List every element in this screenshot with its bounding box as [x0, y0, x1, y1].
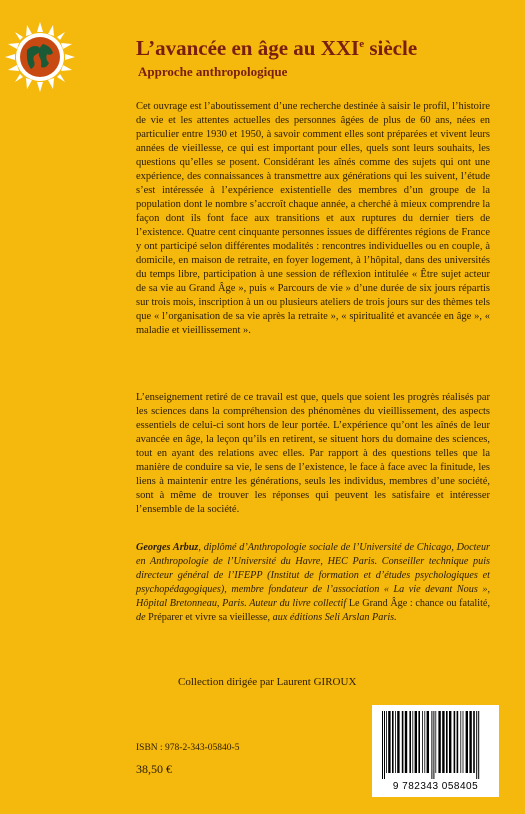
- author-biography: [136, 541, 490, 625]
- collection-director: Collection dirigée par Laurent GIROUX: [178, 676, 357, 688]
- author-book-title-2: Préparer et vivre sa vieillesse,: [145, 612, 271, 623]
- title-end: siècle: [364, 36, 418, 60]
- description-paragraph-2: L’enseignement retiré de ce travail est que, quels que soient les progrès réalisés par les sciences dans la compréhension des phénomènes du vieillissement, des aspects essentiels de celui-ci sont hors de leur portée. L’expérience qu’ont les aînés de leur avancée en âge, la leçon qu’ils en retirent, se situent hors du domaine des sciences, tout en ayant des relations avec elles. Par rapport à des questions telles que la manière de conduire sa vie, le sens de l’existence, le face à face avec la finitude, les liens à maintenir entre les générations, seuls les individus, membres d’une société, sont à même de trouver les réponses qui peuvent les satisfaire et intéresser l’ensemble de la société.: [136, 392, 490, 515]
- book-title: [136, 36, 417, 61]
- author-bio-text-3: aux éditions Seli Arslan Paris.: [270, 612, 397, 623]
- author-bio-text-2: de: [136, 612, 146, 623]
- book-subtitle: Approche anthropologique: [138, 64, 288, 79]
- barcode-digits: 9 782343 058405: [392, 781, 479, 792]
- author-book-title-1: Le Grand Âge : chance ou fatalité,: [346, 598, 490, 609]
- barcode-bars: [380, 711, 491, 779]
- barcode: [372, 705, 499, 797]
- title-main: L’avancée en âge au XXI: [136, 36, 360, 60]
- globe-sun-icon: [5, 22, 75, 92]
- isbn: ISBN : 978-2-343-05840-5: [136, 743, 240, 753]
- publisher-logo-icon: [5, 22, 75, 92]
- author-name: Georges Arbuz: [136, 542, 199, 553]
- title-superscript: e: [359, 38, 365, 50]
- description-paragraph-1: Cet ouvrage est l’aboutissement d’une recherche destinée à saisir le profil, l’histoire de vie et les attentes actuelles des personnes âgées de plus de 60 ans, nées en particulier entre 1930 et 1950, à savoir comment elles sont préparées et vivent leurs années de vieillesse, ce qui est important pour elles, quels sont leurs souhaits, les questions qu’elles se posent. Considérant les aînés comme des sujets qui ont une expérience, des connaissances à transmettre aux générations qui les suivent, l’étude s’est intéressée à l’expérience existentielle des membres d’un groupe de la population dont le nombre s’accroît chaque année, a cherché à mieux comprendre la façon dont ils font face aux transitions et aux ruptures du dernier tiers de l’existence. Quatre cent cinquante personnes issues de différentes régions de France y ont participé selon différentes modalités : rencontres individuelles ou en couple, à domicile, en maison de retraite, en foyer logement, à l’hôpital, dans des universités du temps libre, participation à une session de réflexion intitulée « Être sujet acteur de sa vie au Grand Âge », puis « Parcours de vie » d’une durée de six jours répartis sur trois mois, inscription à un ou plusieurs ateliers de trois jours sur des thèmes tels que « l’organisation de sa vie après la retraite », « spiritualité et avancée en âge », « maladie et vieillissement ».: [136, 101, 490, 336]
- price: 38,50 €: [136, 762, 172, 776]
- author-bio-text-1: , diplômé d’Anthropologie sociale de l’Université de Chicago, Docteur en Anthropologie de l’Université du Havre, HEC Paris. Conseiller technique puis directeur général de l’IFEPP (Institut de formation et d’études psychologiques et psychopédagogiques), membre fondateur de l’association « La vie devant Nous », Hôpital Bretonneau, Paris. Auteur du livre collectif: [136, 542, 491, 609]
